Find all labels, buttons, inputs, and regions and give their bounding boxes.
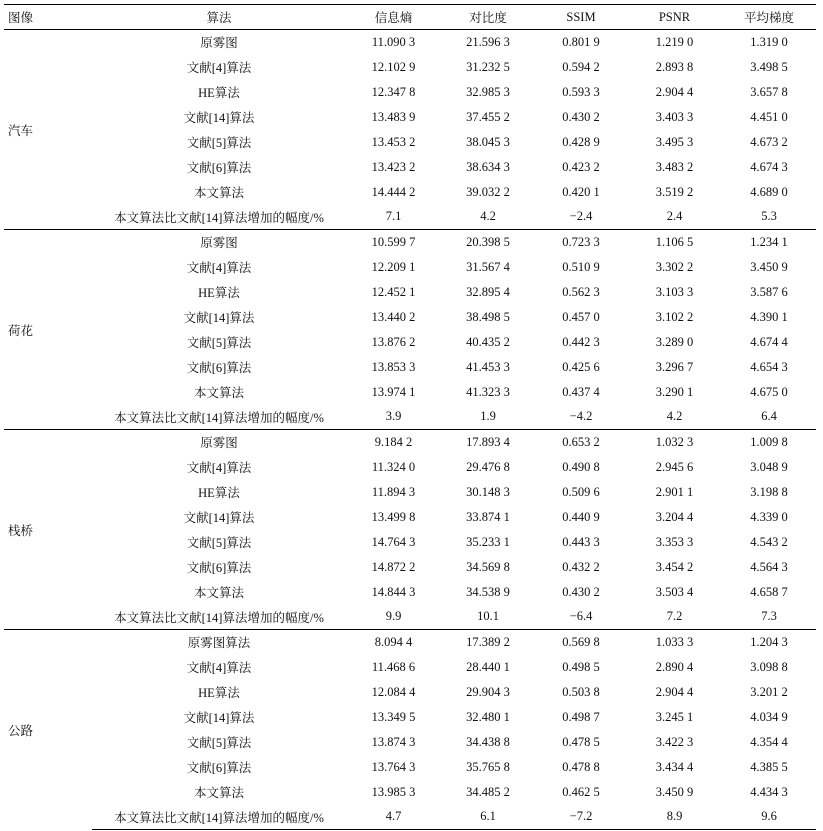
algorithm-cell: 原雾图: [92, 230, 346, 255]
table-row: [4, 455, 816, 480]
avg-gradient-cell: 4.543 2: [750, 534, 788, 549]
table-row: [4, 80, 816, 105]
entropy-cell: 8.094 4: [346, 630, 441, 655]
psnr-cell: 2.904 4: [655, 684, 694, 699]
table-row: [4, 130, 816, 155]
ssim-cell: 0.569 8: [535, 630, 627, 655]
avg-gradient-cell: 4.564 3: [750, 559, 788, 574]
table-row: [4, 405, 816, 430]
psnr-cell: 3.302 2: [655, 259, 694, 274]
psnr-cell: 3.353 3: [655, 534, 694, 549]
image-group-label: 荷花: [4, 230, 92, 430]
contrast-cell: 17.893 4: [441, 430, 535, 455]
entropy-cell: 13.874 3: [371, 734, 416, 749]
table-row: [4, 280, 816, 305]
psnr-cell: 3.289 0: [655, 334, 694, 349]
psnr-cell: 3.296 7: [655, 359, 694, 374]
avg-gradient-cell: 3.201 2: [750, 684, 788, 699]
psnr-cell: 3.483 2: [655, 159, 694, 174]
entropy-cell: 4.7: [346, 805, 441, 830]
entropy-cell: 13.349 5: [371, 709, 416, 724]
psnr-cell: 3.454 2: [655, 559, 694, 574]
table-row: [4, 55, 816, 80]
contrast-cell: 32.480 1: [466, 709, 510, 724]
contrast-cell: 34.438 8: [466, 734, 510, 749]
ssim-cell: 0.437 4: [562, 384, 600, 399]
table-row: [4, 655, 816, 680]
algorithm-cell: 文献[14]算法: [183, 511, 255, 525]
psnr-cell: 3.434 4: [655, 759, 694, 774]
contrast-cell: 33.874 1: [466, 509, 510, 524]
ssim-cell: −4.2: [569, 409, 593, 424]
image-group-label: 汽车: [4, 30, 92, 230]
algorithm-cell: HE算法: [198, 686, 240, 700]
table-row: [4, 180, 816, 205]
entropy-cell: 9.184 2: [346, 430, 441, 455]
psnr-cell: 2.904 4: [655, 84, 694, 99]
avg-gradient-cell: 1.204 3: [722, 630, 816, 655]
psnr-cell: 1.033 3: [627, 630, 722, 655]
ssim-cell: 0.723 3: [535, 230, 627, 255]
contrast-cell: 40.435 2: [466, 334, 510, 349]
entropy-cell: 13.876 2: [371, 334, 416, 349]
avg-gradient-cell: 3.048 9: [750, 459, 788, 474]
table-row: [4, 230, 816, 255]
entropy-cell: 13.853 3: [371, 359, 416, 374]
ssim-cell: 0.593 3: [562, 84, 600, 99]
ssim-cell: 0.430 2: [562, 109, 600, 124]
header-psnr: PSNR: [627, 5, 722, 30]
algorithm-cell: 文献[4]算法: [186, 461, 252, 475]
ssim-cell: −2.4: [569, 209, 593, 224]
algorithm-cell: 文献[14]算法: [183, 311, 255, 325]
ssim-cell: 0.443 3: [562, 534, 600, 549]
psnr-cell: 3.245 1: [655, 709, 694, 724]
header-contrast: 对比度: [441, 5, 535, 30]
algorithm-cell: 文献[6]算法: [186, 761, 252, 775]
entropy-cell: 12.347 8: [371, 84, 416, 99]
contrast-cell: 10.1: [477, 609, 499, 624]
entropy-cell: 13.985 3: [371, 784, 416, 799]
ssim-cell: −7.2: [535, 805, 627, 830]
avg-gradient-cell: 7.3: [761, 609, 777, 624]
table-row: [4, 380, 816, 405]
avg-gradient-cell: 9.6: [722, 805, 816, 830]
table-row: [4, 630, 816, 655]
avg-gradient-cell: 4.034 9: [750, 709, 788, 724]
table-row: [4, 305, 816, 330]
avg-gradient-cell: 4.354 4: [750, 734, 788, 749]
psnr-cell: 2.890 4: [655, 659, 694, 674]
avg-gradient-cell: 4.654 3: [750, 359, 788, 374]
ssim-cell: 0.498 7: [562, 709, 600, 724]
table-row: [4, 605, 816, 630]
algorithm-cell: 本文算法比文献[14]算法增加的幅度/%: [114, 210, 324, 225]
table-row: [4, 30, 816, 55]
entropy-cell: 3.9: [385, 409, 402, 424]
contrast-cell: 29.904 3: [466, 684, 510, 699]
avg-gradient-cell: 4.674 4: [750, 334, 788, 349]
table-header: [4, 5, 816, 30]
contrast-cell: 41.453 3: [466, 359, 510, 374]
avg-gradient-cell: 4.675 0: [750, 384, 788, 399]
algorithm-cell: 文献[5]算法: [186, 536, 252, 550]
algorithm-cell: 本文算法比文献[14]算法增加的幅度/%: [92, 805, 346, 830]
ssim-cell: 0.498 5: [562, 659, 600, 674]
psnr-cell: 3.290 1: [655, 384, 694, 399]
entropy-cell: 12.102 9: [371, 59, 416, 74]
algorithm-cell: 文献[6]算法: [186, 161, 252, 175]
ssim-cell: 0.594 2: [562, 59, 600, 74]
psnr-cell: 2.4: [666, 209, 683, 224]
table-row: [4, 705, 816, 730]
psnr-cell: 3.503 4: [655, 584, 694, 599]
entropy-cell: 13.423 2: [371, 159, 416, 174]
entropy-cell: 11.468 6: [371, 659, 416, 674]
avg-gradient-cell: 3.450 9: [750, 259, 788, 274]
ssim-cell: 0.432 2: [562, 559, 600, 574]
algorithm-cell: HE算法: [198, 486, 240, 500]
algorithm-cell: 文献[4]算法: [186, 661, 252, 675]
algorithm-cell: 本文算法比文献[14]算法增加的幅度/%: [114, 410, 324, 425]
entropy-cell: 9.9: [385, 609, 402, 624]
avg-gradient-cell: 4.689 0: [750, 184, 788, 199]
contrast-cell: 1.9: [480, 409, 496, 424]
algorithm-cell: 文献[4]算法: [186, 261, 252, 275]
psnr-cell: 3.519 2: [655, 184, 694, 199]
ssim-cell: 0.478 8: [562, 759, 600, 774]
algorithm-cell: 原雾图: [92, 30, 346, 55]
table-row: [4, 755, 816, 780]
results-table: [4, 4, 816, 830]
ssim-cell: 0.440 9: [562, 509, 600, 524]
contrast-cell: 39.032 2: [466, 184, 510, 199]
header-image: 图像: [4, 5, 92, 30]
entropy-cell: 11.894 3: [371, 484, 416, 499]
algorithm-cell: 文献[5]算法: [186, 336, 252, 350]
ssim-cell: 0.490 8: [562, 459, 600, 474]
ssim-cell: 0.503 8: [562, 684, 600, 699]
entropy-cell: 14.872 2: [371, 559, 416, 574]
algorithm-cell: 本文算法比文献[14]算法增加的幅度/%: [114, 610, 324, 625]
entropy-cell: 14.444 2: [371, 184, 416, 199]
entropy-cell: 14.844 3: [371, 584, 416, 599]
contrast-cell: 35.233 1: [466, 534, 510, 549]
avg-gradient-cell: 3.198 8: [750, 484, 788, 499]
avg-gradient-cell: 1.009 8: [722, 430, 816, 455]
algorithm-cell: 本文算法: [193, 786, 244, 800]
ssim-cell: 0.801 9: [535, 30, 627, 55]
table-row: [4, 805, 816, 830]
psnr-cell: 3.422 3: [655, 734, 694, 749]
avg-gradient-cell: 6.4: [761, 409, 777, 424]
avg-gradient-cell: 5.3: [761, 209, 777, 224]
contrast-cell: 34.485 2: [466, 784, 510, 799]
ssim-cell: 0.457 0: [562, 309, 600, 324]
avg-gradient-cell: 4.658 7: [750, 584, 788, 599]
avg-gradient-cell: 3.657 8: [750, 84, 788, 99]
table-row: [4, 480, 816, 505]
entropy-cell: 12.084 4: [371, 684, 416, 699]
entropy-cell: 13.499 8: [371, 509, 416, 524]
algorithm-cell: 文献[5]算法: [186, 736, 252, 750]
contrast-cell: 38.498 5: [466, 309, 510, 324]
table-row: [4, 680, 816, 705]
psnr-cell: 3.450 9: [655, 784, 694, 799]
psnr-cell: 7.2: [666, 609, 683, 624]
algorithm-cell: 本文算法: [193, 386, 244, 400]
ssim-cell: 0.425 6: [562, 359, 600, 374]
entropy-cell: 13.764 3: [371, 759, 416, 774]
table-row: [4, 530, 816, 555]
contrast-cell: 34.538 9: [466, 584, 510, 599]
table-row: [4, 255, 816, 280]
table-row: [4, 580, 816, 605]
contrast-cell: 31.567 4: [466, 259, 510, 274]
ssim-cell: −6.4: [569, 609, 593, 624]
contrast-cell: 17.389 2: [441, 630, 535, 655]
table-row: [4, 505, 816, 530]
contrast-cell: 37.455 2: [466, 109, 510, 124]
algorithm-cell: 文献[5]算法: [186, 136, 252, 150]
algorithm-cell: 文献[4]算法: [186, 61, 252, 75]
table-row: [4, 730, 816, 755]
ssim-cell: 0.423 2: [562, 159, 600, 174]
contrast-cell: 32.985 3: [466, 84, 510, 99]
algorithm-cell: 文献[6]算法: [186, 561, 252, 575]
avg-gradient-cell: 4.451 0: [750, 109, 788, 124]
contrast-cell: 29.476 8: [466, 459, 510, 474]
table-row: [4, 155, 816, 180]
ssim-cell: 0.509 6: [562, 484, 600, 499]
ssim-cell: 0.420 1: [562, 184, 600, 199]
entropy-cell: 10.599 7: [346, 230, 441, 255]
header-avg-gradient: 平均梯度: [722, 5, 816, 30]
table-row: [4, 430, 816, 455]
contrast-cell: 21.596 3: [441, 30, 535, 55]
algorithm-cell: 原雾图: [92, 430, 346, 455]
entropy-cell: 13.453 2: [371, 134, 416, 149]
table-row: [4, 330, 816, 355]
algorithm-cell: 本文算法: [193, 186, 244, 200]
entropy-cell: 12.452 1: [371, 284, 416, 299]
table-row: [4, 205, 816, 230]
avg-gradient-cell: 4.390 1: [750, 309, 788, 324]
ssim-cell: 0.478 5: [562, 734, 600, 749]
contrast-cell: 38.634 3: [466, 159, 510, 174]
psnr-cell: 1.032 3: [627, 430, 722, 455]
algorithm-cell: HE算法: [198, 86, 240, 100]
algorithm-cell: 文献[14]算法: [183, 711, 255, 725]
ssim-cell: 0.428 9: [562, 134, 600, 149]
table-row: [4, 555, 816, 580]
table-row: [4, 780, 816, 805]
psnr-cell: 2.893 8: [655, 59, 694, 74]
contrast-cell: 6.1: [441, 805, 535, 830]
ssim-cell: 0.562 3: [562, 284, 600, 299]
entropy-cell: 12.209 1: [371, 259, 416, 274]
ssim-cell: 0.510 9: [562, 259, 600, 274]
header-entropy: 信息熵: [346, 5, 441, 30]
entropy-cell: 7.1: [385, 209, 402, 224]
contrast-cell: 38.045 3: [466, 134, 510, 149]
algorithm-cell: HE算法: [198, 286, 240, 300]
algorithm-cell: 原雾图算法: [92, 630, 346, 655]
entropy-cell: 14.764 3: [371, 534, 416, 549]
header-ssim: SSIM: [535, 5, 627, 30]
avg-gradient-cell: 4.385 5: [750, 759, 788, 774]
entropy-cell: 11.324 0: [371, 459, 416, 474]
ssim-cell: 0.442 3: [562, 334, 600, 349]
contrast-cell: 32.895 4: [466, 284, 510, 299]
psnr-cell: 3.403 3: [655, 109, 694, 124]
psnr-cell: 2.945 6: [655, 459, 694, 474]
image-group-label: 公路: [4, 630, 92, 830]
algorithm-cell: 文献[6]算法: [186, 361, 252, 375]
psnr-cell: 3.102 2: [655, 309, 694, 324]
entropy-cell: 11.090 3: [346, 30, 441, 55]
contrast-cell: 4.2: [480, 209, 496, 224]
entropy-cell: 13.974 1: [371, 384, 416, 399]
contrast-cell: 31.232 5: [466, 59, 510, 74]
entropy-cell: 13.440 2: [371, 309, 416, 324]
psnr-cell: 1.219 0: [627, 30, 722, 55]
psnr-cell: 2.901 1: [655, 484, 694, 499]
table-row: [4, 355, 816, 380]
psnr-cell: 1.106 5: [627, 230, 722, 255]
header-row: [4, 5, 816, 30]
image-group-label: 栈桥: [4, 430, 92, 630]
avg-gradient-cell: 4.339 0: [750, 509, 788, 524]
algorithm-cell: 本文算法: [193, 586, 244, 600]
contrast-cell: 34.569 8: [466, 559, 510, 574]
psnr-cell: 3.495 3: [655, 134, 694, 149]
contrast-cell: 41.323 3: [466, 384, 510, 399]
avg-gradient-cell: 3.098 8: [750, 659, 788, 674]
ssim-cell: 0.462 5: [562, 784, 600, 799]
table-body: [4, 30, 816, 830]
header-algorithm: 算法: [92, 5, 346, 30]
algorithm-cell: 文献[14]算法: [183, 111, 255, 125]
avg-gradient-cell: 4.673 2: [750, 134, 788, 149]
entropy-cell: 13.483 9: [371, 109, 416, 124]
contrast-cell: 28.440 1: [466, 659, 510, 674]
ssim-cell: 0.653 2: [535, 430, 627, 455]
contrast-cell: 35.765 8: [466, 759, 510, 774]
table-row: [4, 105, 816, 130]
avg-gradient-cell: 3.587 6: [750, 284, 788, 299]
avg-gradient-cell: 4.674 3: [750, 159, 788, 174]
psnr-cell: 4.2: [666, 409, 683, 424]
avg-gradient-cell: 3.498 5: [750, 59, 788, 74]
contrast-cell: 30.148 3: [466, 484, 510, 499]
psnr-cell: 3.204 4: [655, 509, 694, 524]
psnr-cell: 3.103 3: [655, 284, 694, 299]
contrast-cell: 20.398 5: [441, 230, 535, 255]
avg-gradient-cell: 1.319 0: [722, 30, 816, 55]
psnr-cell: 8.9: [627, 805, 722, 830]
ssim-cell: 0.430 2: [562, 584, 600, 599]
avg-gradient-cell: 4.434 3: [750, 784, 788, 799]
avg-gradient-cell: 1.234 1: [722, 230, 816, 255]
